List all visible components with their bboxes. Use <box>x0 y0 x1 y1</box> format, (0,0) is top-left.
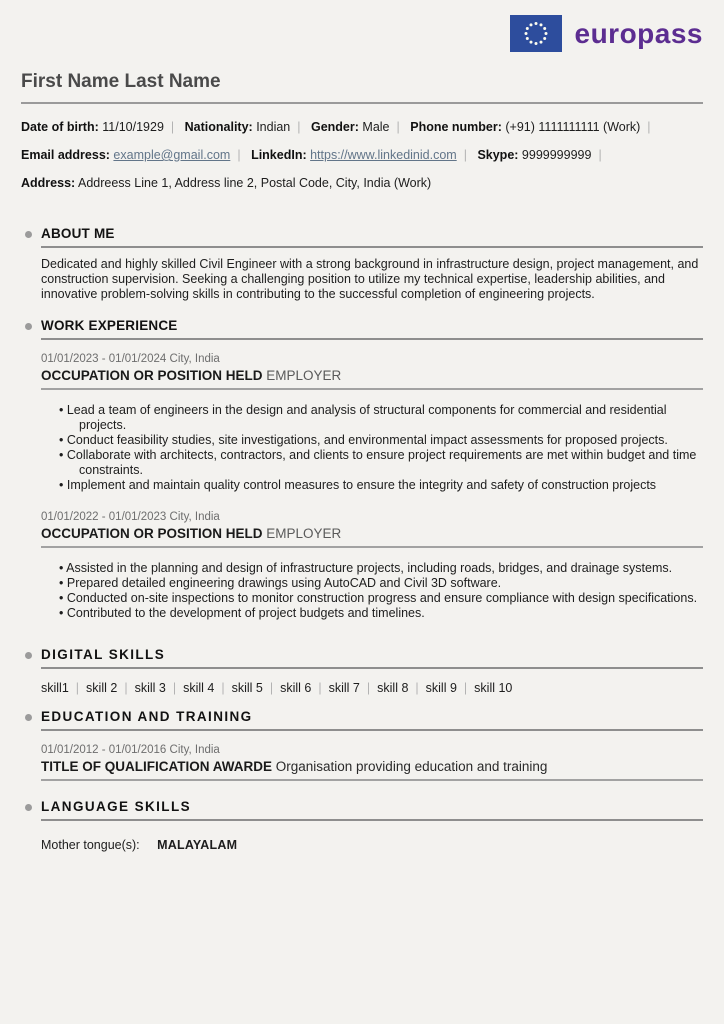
dob-value: 11/10/1929 <box>102 120 164 134</box>
skill-item: skill 6 <box>280 681 312 695</box>
digital-skills-heading: DIGITAL SKILLS <box>41 647 166 662</box>
skill-item: skill 9 <box>425 681 457 695</box>
section-bullet-icon <box>25 804 32 811</box>
education-organisation: Organisation providing education and training <box>275 759 548 774</box>
separator: | <box>318 681 322 695</box>
nationality-value: Indian <box>256 120 291 134</box>
job1-title-row <box>41 368 703 390</box>
about-header <box>41 226 703 248</box>
skill-item: skill 2 <box>86 681 118 695</box>
section-education <box>21 709 703 781</box>
skill-item: skill 4 <box>183 681 215 695</box>
europass-logo <box>21 0 703 52</box>
nationality-label: Nationality: <box>184 120 253 134</box>
job-entry-2 <box>41 510 703 621</box>
section-bullet-icon <box>25 323 32 330</box>
job1-bullet: • Collaborate with architects, contractors, and clients to ensure project requirements are met within budget and time constraints. <box>59 448 703 478</box>
education-title-row <box>41 759 703 781</box>
separator: | <box>463 681 468 695</box>
job2-title-row <box>41 526 703 548</box>
separator: | <box>124 681 128 695</box>
digital-skills-header <box>41 647 703 669</box>
job1-employer: EMPLOYER <box>266 368 342 383</box>
email-label: Email address: <box>21 148 110 162</box>
section-digital-skills <box>21 647 703 695</box>
skill-item: skill 3 <box>134 681 166 695</box>
dob-label: Date of birth: <box>21 120 99 134</box>
skype-value: 9999999999 <box>521 148 592 162</box>
job1-bullet: • Conduct feasibility studies, site investigations, and environmental impact assessments for proposed projects. <box>59 433 703 448</box>
gender-label: Gender: <box>310 120 359 134</box>
job2-date-location: 01/01/2022 - 01/01/2023 City, India <box>41 511 220 523</box>
skill-item: skill 5 <box>231 681 263 695</box>
contact-info <box>21 119 703 192</box>
job1-bullet-list <box>41 403 703 493</box>
separator: | <box>598 148 602 162</box>
section-bullet-icon <box>25 652 32 659</box>
skill-item: skill 7 <box>328 681 360 695</box>
education-date-location: 01/01/2012 - 01/01/2016 City, India <box>41 744 220 756</box>
education-entry <box>41 743 703 781</box>
education-header <box>41 709 703 731</box>
section-about <box>21 226 703 302</box>
phone-value: (+91) 1111111111 (Work) <box>505 120 641 134</box>
mother-tongue-row <box>41 838 703 852</box>
address-label: Address: <box>21 176 76 190</box>
separator: | <box>221 681 225 695</box>
separator: | <box>170 120 175 134</box>
job2-bullet: • Contributed to the development of project budgets and timelines. <box>59 606 703 621</box>
section-language-skills <box>21 799 703 852</box>
job-entry-1 <box>41 352 703 493</box>
language-skills-heading: LANGUAGE SKILLS <box>41 799 192 814</box>
about-heading: ABOUT ME <box>41 226 115 241</box>
job2-position: OCCUPATION OR POSITION HELD <box>41 526 263 541</box>
mother-tongue-value: MALAYALAM <box>157 838 238 852</box>
skill-item: skill 10 <box>474 681 513 695</box>
address-value: Addreess Line 1, Address line 2, Postal Code, City, India (Work) <box>77 176 432 190</box>
education-heading: EDUCATION AND TRAINING <box>41 709 253 724</box>
section-bullet-icon <box>25 231 32 238</box>
separator: | <box>269 681 274 695</box>
phone-label: Phone number: <box>410 120 502 134</box>
separator: | <box>463 148 467 162</box>
separator: | <box>297 120 301 134</box>
skill-item: skill1 <box>41 681 69 695</box>
name-divider <box>21 102 703 104</box>
contact-line-1 <box>21 119 703 136</box>
job2-bullet: • Assisted in the planning and design of infrastructure projects, including roads, bridges, and drainage systems. <box>59 561 703 576</box>
skype-label: Skype: <box>477 148 519 162</box>
about-text: Dedicated and highly skilled Civil Engineer with a strong background in infrastructure design, project management, and construction supervision. Seeking a challenging position to utilize my technical expertise, leadership abilities, and innovative problem-solving skills in contributing to the successful completion of engineering projects. <box>41 257 699 301</box>
contact-line-2 <box>21 147 703 164</box>
mother-tongue-label: Mother tongue(s): <box>41 838 140 852</box>
job2-bullet: • Conducted on-site inspections to monitor construction progress and ensure compliance with design specifications. <box>59 591 703 606</box>
job2-employer: EMPLOYER <box>266 526 342 541</box>
job1-bullet: • Lead a team of engineers in the design and analysis of structural components for commercial and residential projects. <box>59 403 703 433</box>
separator: | <box>237 148 241 162</box>
job1-position: OCCUPATION OR POSITION HELD <box>41 368 263 383</box>
language-skills-header <box>41 799 703 821</box>
work-heading: WORK EXPERIENCE <box>41 318 178 333</box>
section-bullet-icon <box>25 714 32 721</box>
gender-value: Male <box>362 120 390 134</box>
linkedin-link[interactable]: https://www.linkedinid.com <box>310 148 457 162</box>
separator: | <box>647 120 651 134</box>
job2-bullet: • Prepared detailed engineering drawings using AutoCAD and Civil 3D software. <box>59 576 703 591</box>
job1-bullet: • Implement and maintain quality control measures to ensure the integrity and safety of construction projects <box>59 478 703 493</box>
skills-list <box>41 681 703 695</box>
separator: | <box>415 681 419 695</box>
job2-bullet-list <box>41 561 703 621</box>
linkedin-label: LinkedIn: <box>251 148 307 162</box>
email-link[interactable]: example@gmail.com <box>113 148 231 162</box>
work-header <box>41 318 703 340</box>
eu-flag-icon <box>510 15 562 52</box>
separator: | <box>396 120 400 134</box>
europass-brand-text: europass <box>574 17 703 49</box>
skill-item: skill 8 <box>377 681 409 695</box>
separator: | <box>172 681 177 695</box>
contact-line-3 <box>21 175 703 192</box>
qualification-title: TITLE OF QUALIFICATION AWARDE <box>41 759 272 774</box>
section-work-experience <box>21 318 703 621</box>
job1-date-location: 01/01/2023 - 01/01/2024 City, India <box>41 353 220 365</box>
separator: | <box>75 681 80 695</box>
separator: | <box>366 681 371 695</box>
candidate-name: First Name Last Name <box>21 71 221 92</box>
